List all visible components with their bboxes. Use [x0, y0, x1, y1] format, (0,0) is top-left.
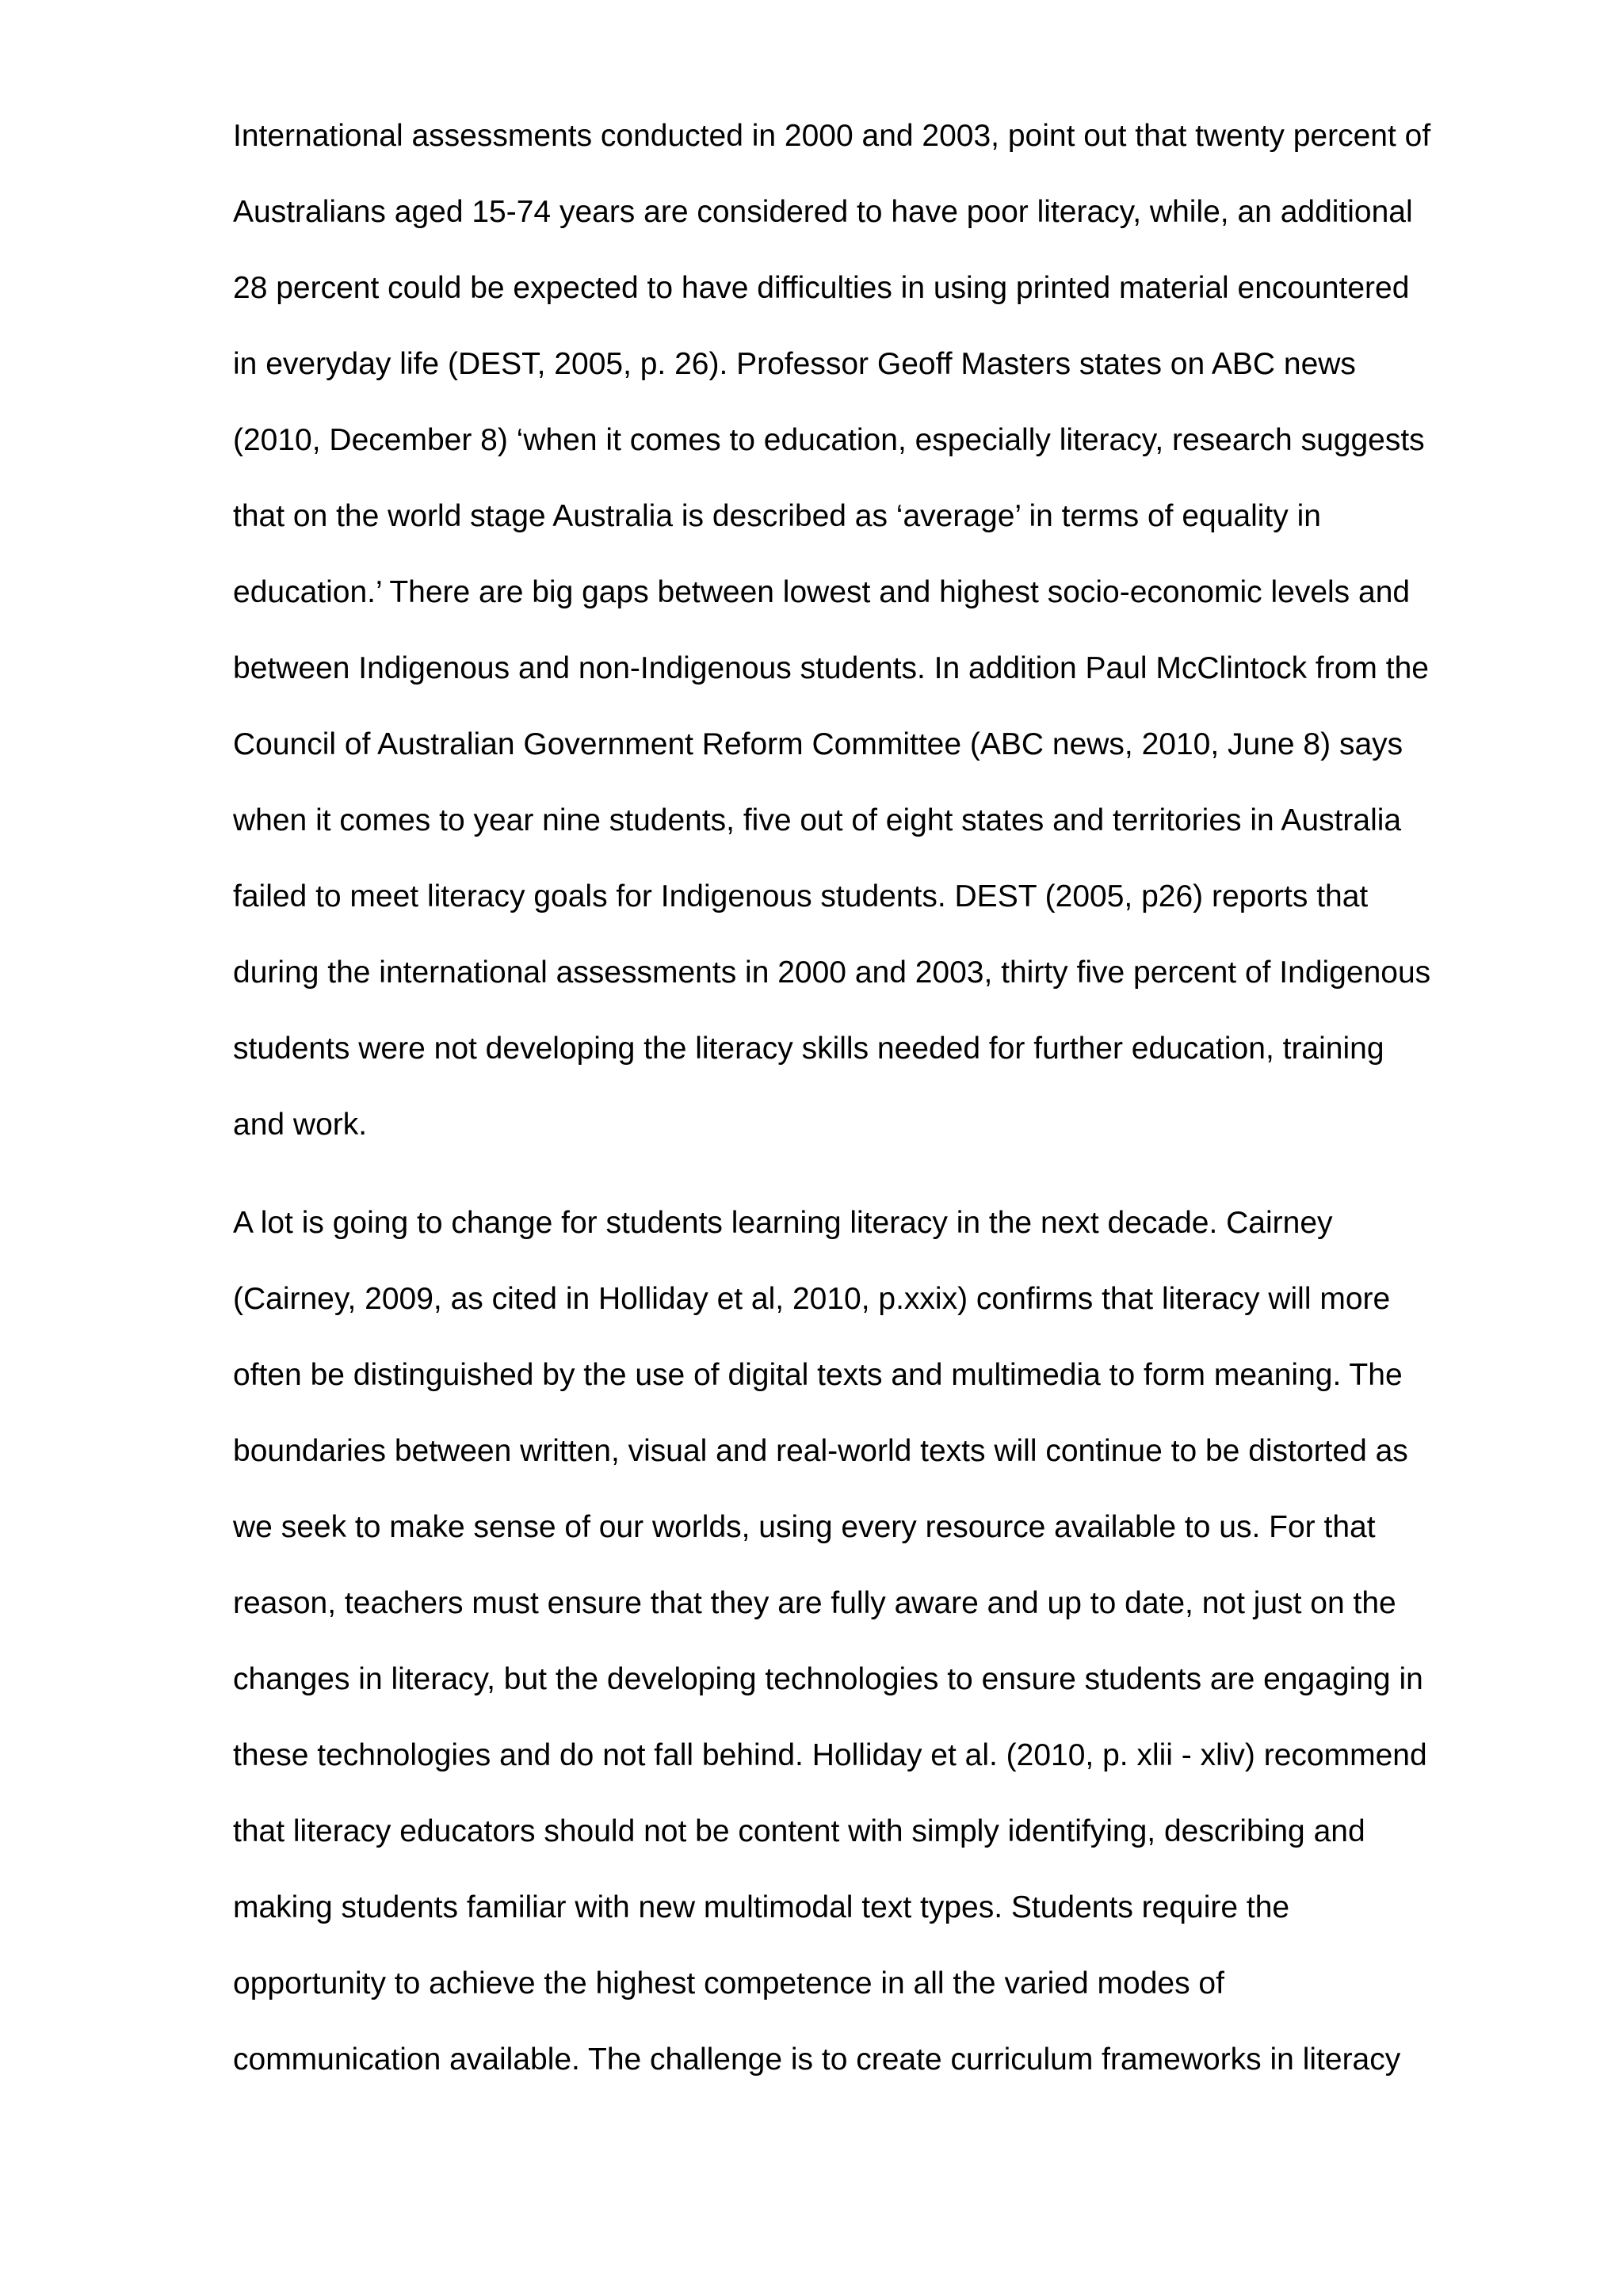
paragraph-line: often be distinguished by the use of digital texts and multimedia to form meaning. The [233, 1358, 1403, 1392]
paragraph-line: and work. [233, 1108, 368, 1142]
paragraph-line: (Cairney, 2009, as cited in Holliday et al, 2010, p.xxix) confirms that literacy will more [233, 1282, 1391, 1316]
paragraph-line: between Indigenous and non-Indigenous students. In addition Paul McClintock from the [233, 651, 1429, 685]
paragraph-line: opportunity to achieve the highest competence in all the varied modes of [233, 1966, 1224, 2000]
paragraph-line: International assessments conducted in 2000 and 2003, point out that twenty percent of [233, 119, 1431, 153]
paragraph-line: communication available. The challenge is to create curriculum frameworks in literacy [233, 2042, 1401, 2077]
paragraph-line: education.’ There are big gaps between lowest and highest socio-economic levels and [233, 575, 1411, 609]
paragraph-line: that on the world stage Australia is described as ‘average’ in terms of equality in [233, 499, 1321, 533]
paragraph-line: when it comes to year nine students, five out of eight states and territories in Australia [233, 803, 1402, 837]
paragraph-line: changes in literacy, but the developing technologies to ensure students are engaging in [233, 1662, 1423, 1696]
paragraph-line: during the international assessments in 2000 and 2003, thirty five percent of Indigenous [233, 955, 1431, 990]
paragraph-line: Australians aged 15-74 years are considered to have poor literacy, while, an additional [233, 195, 1413, 229]
paragraph-line: 28 percent could be expected to have difficulties in using printed material encountered [233, 271, 1410, 305]
paragraph-line: making students familiar with new multimodal text types. Students require the [233, 1890, 1290, 1924]
paragraph-line: reason, teachers must ensure that they are fully aware and up to date, not just on the [233, 1586, 1396, 1620]
paragraph-line: in everyday life (DEST, 2005, p. 26). Professor Geoff Masters states on ABC news [233, 347, 1356, 381]
paragraph-line: students were not developing the literacy skills needed for further education, training [233, 1032, 1384, 1066]
paragraph-line: (2010, December 8) ‘when it comes to education, especially literacy, research suggests [233, 423, 1425, 457]
paragraph-line: failed to meet literacy goals for Indigenous students. DEST (2005, p26) reports that [233, 879, 1369, 913]
paragraph-line: boundaries between written, visual and real-world texts will continue to be distorted as [233, 1434, 1408, 1468]
paragraph-line: that literacy educators should not be content with simply identifying, describing and [233, 1814, 1365, 1848]
paragraph-line: we seek to make sense of our worlds, using every resource available to us. For that [233, 1510, 1376, 1544]
paragraph-line: Council of Australian Government Reform Committee (ABC news, 2010, June 8) says [233, 727, 1403, 761]
paragraph-line: A lot is going to change for students learning literacy in the next decade. Cairney [233, 1206, 1333, 1240]
paragraph-line: these technologies and do not fall behind. Holliday et al. (2010, p. xlii - xliv) recommend [233, 1738, 1427, 1772]
